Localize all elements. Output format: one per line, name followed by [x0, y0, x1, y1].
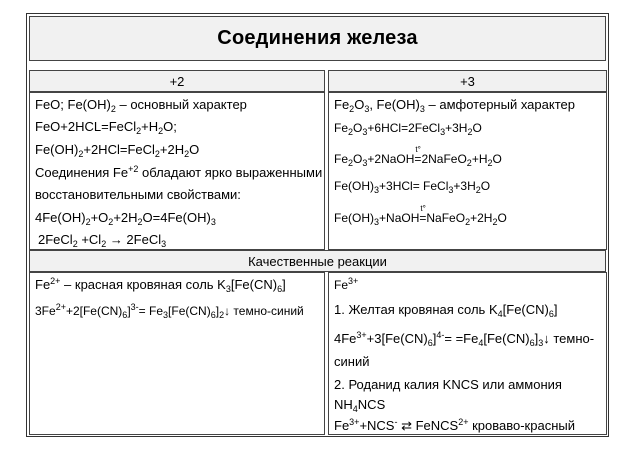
- cell-fe2-properties: [29, 92, 325, 250]
- qualitative-reactions-text: Качественные реакции: [248, 253, 387, 269]
- text-line: FeO; $Fe(OH)_2$ – основный характер: [35, 97, 247, 114]
- text-line: восстановительными свойствами:: [35, 187, 241, 202]
- text-line: синий: [334, 354, 370, 369]
- table-title: [29, 16, 606, 61]
- text-line: $NH_4NCS$: [334, 397, 386, 414]
- cell-fe3-qualitative: [328, 272, 607, 435]
- iron-compounds-table: [26, 13, 609, 437]
- text-line: 2. Роданид калия KNCS или аммония: [334, 377, 562, 392]
- equation-line: 2FeCl$_2$ $+Cl_2$ → 2FeCl$_3$: [38, 232, 167, 249]
- text-line: Соединения $Fe^{+2}$ обладают ярко выраженными: [35, 164, 323, 180]
- equation-line: $FeO+2HCL=FeCl_2+H_2O$;: [35, 119, 177, 136]
- table-title-text: Соединения железа: [217, 27, 418, 49]
- equation-line: $Fe(OH)_3+NaOH$ t° $=NaFeO_2+2H_2O$: [334, 204, 507, 227]
- text-line: $Fe_2O_3$, $Fe(OH)_3$ – амфотерный характер: [334, 97, 575, 114]
- heating-equals-sign: t° =: [414, 145, 422, 166]
- header-plus3-text: +3: [460, 73, 475, 89]
- equation-line: $Fe(OH)_3+3HCl=$ $FeCl_3+3H_2O$: [334, 179, 491, 195]
- header-plus2-text: +2: [169, 73, 185, 89]
- equation-line: $Fe^{3+}+NCS^-$ ⇄ FeNCS$^{2+}$ кроваво-красный: [334, 417, 575, 433]
- header-oxidation-plus2: [29, 70, 325, 92]
- cell-fe2-qualitative: [29, 272, 325, 435]
- cell-fe3-properties: [328, 92, 607, 250]
- text-line: $Fe^{2+}$ – красная кровяная соль $K_3[Fe(CN)_6]$: [35, 276, 286, 294]
- header-oxidation-plus3: [328, 70, 607, 92]
- text-line: $Fe^{3+}$: [334, 276, 359, 292]
- equation-line: $Fe_2O_3+6HCl=2FeCl_3+3H_2O$: [334, 121, 482, 137]
- equation-line: $Fe(OH)_2+2HCl=FeCl_2+2H_2O$: [35, 142, 200, 159]
- equation-line: $3Fe^{2+}+2[Fe(CN)_6]^{3-}=$ $Fe_3[Fe(CN)_6]_2↓$ темно-синий: [35, 302, 304, 320]
- equation-line: $Fe_2O_3+2NaOH$ t° $=2NaFeO_2+H_2O$: [334, 145, 502, 168]
- text-line: 1. Желтая кровяная соль $K_4[Fe(CN)_6]$: [334, 302, 558, 319]
- equation-line: $4Fe^{3+}+3[Fe(CN)_6]^{4-}=$ $=Fe_4[Fe(CN)_6]_3↓$ темно-: [334, 330, 595, 348]
- equation-line: $4Fe(OH)_2+O_2+2H_2O=4Fe(OH)_3$: [35, 210, 216, 227]
- heating-equals-sign: t° =: [419, 204, 427, 225]
- qualitative-reactions-header: [29, 250, 606, 272]
